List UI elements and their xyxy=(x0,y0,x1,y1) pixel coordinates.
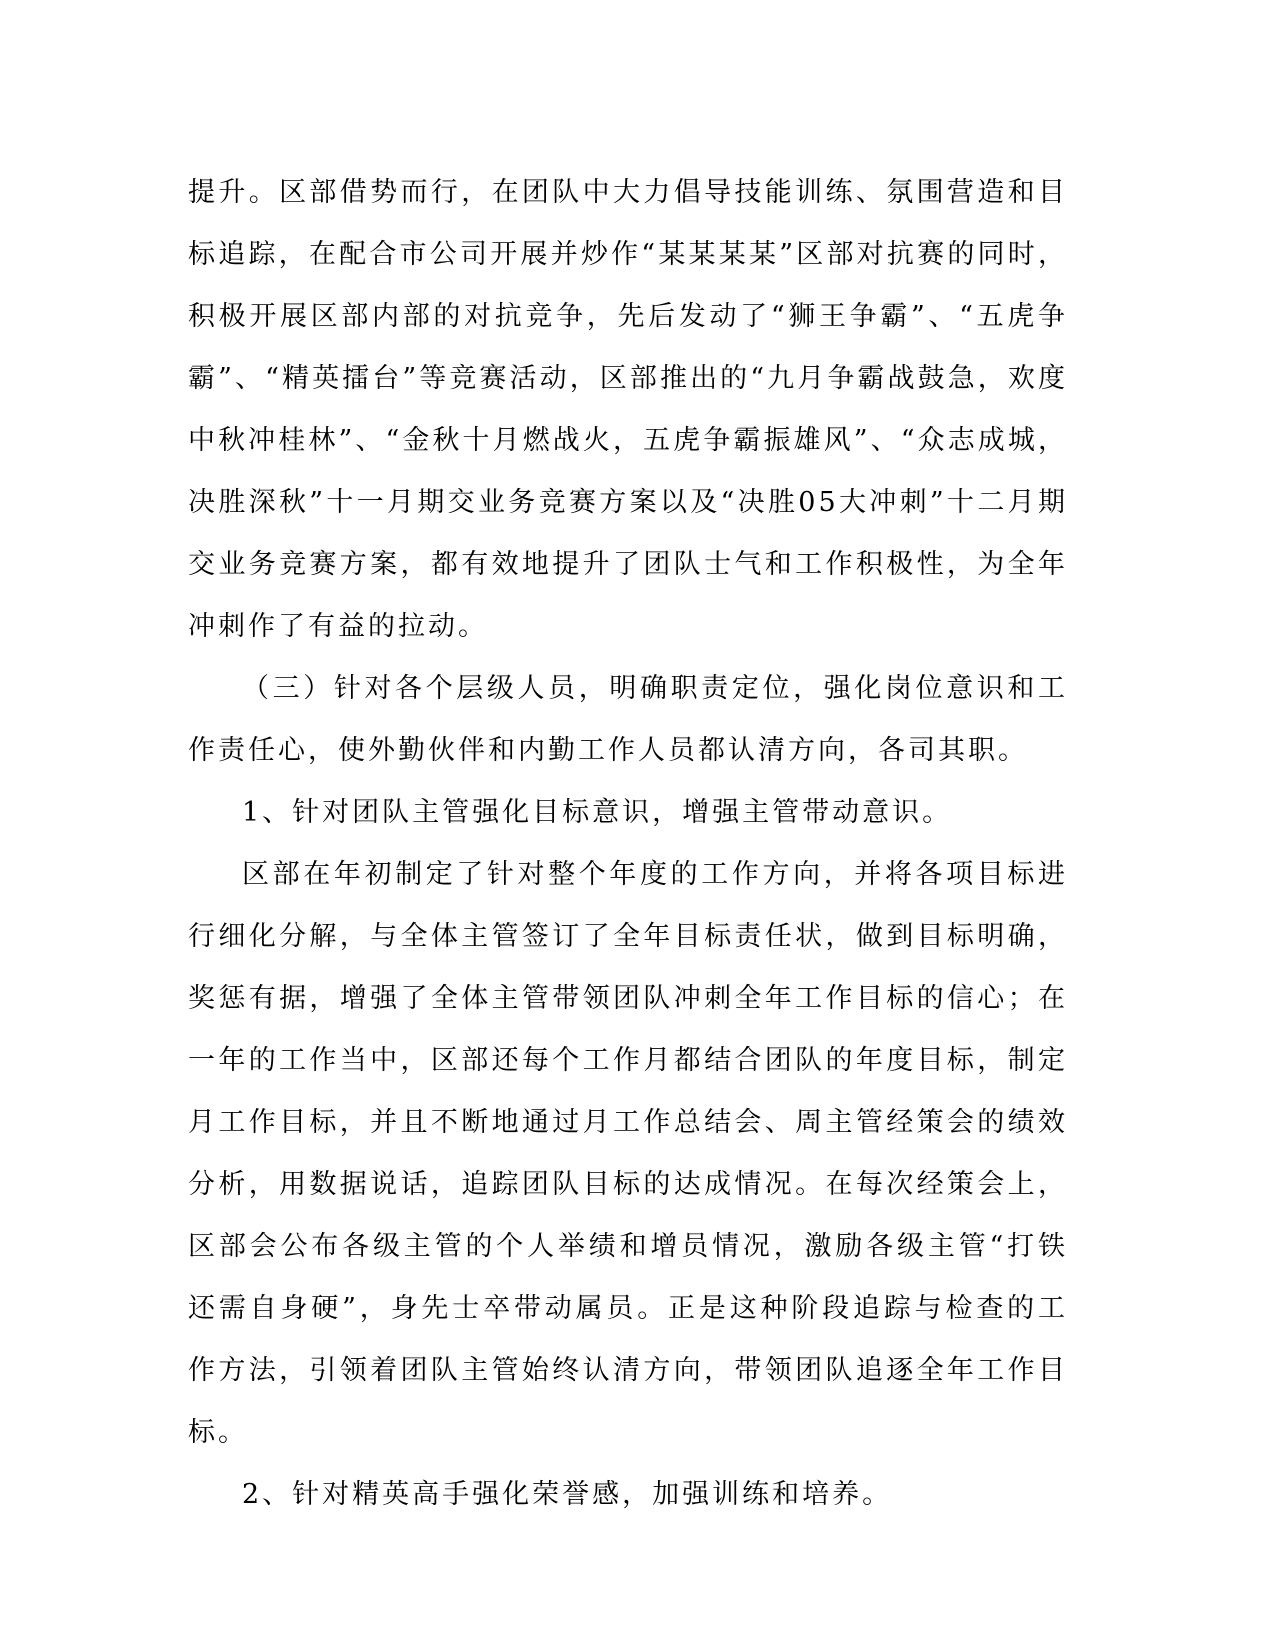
paragraph-competition-activities: 提升。区部借势而行，在团队中大力倡导技能训练、氛围营造和目标追踪，在配合市公司开展并炒作“某某某某”区部对抗赛的同时，积极开展区部内部的对抗竞争，先后发动了“狮王争霸”、“五虎争霸”、“精英擂台”等竞赛活动，区部推出的“九月争霸战鼓急，欢度中秋冲桂林”、“金秋十月燃战火，五虎争霸振雄风”、“众志成城，决胜深秋”十一月期交业务竞赛方案以及“决胜05大冲刺”十二月期交业务竞赛方案，都有效地提升了团队士气和工作积极性，为全年冲刺作了有益的拉动。 xyxy=(188,177,1068,642)
paragraph-item-two-heading: 2、针对精英高手强化荣誉感，加强训练和培养。 xyxy=(242,1479,893,1510)
paragraph-item-one-heading: 1、针对团队主管强化目标意识，增强主管带动意识。 xyxy=(242,797,953,828)
paragraph-section-three-heading: （三）针对各个层级人员，明确职责定位，强化岗位意识和工作责任心，使外勤伙伴和内勤工作人员都认清方向，各司其职。 xyxy=(188,673,1068,766)
paragraph-target-management: 区部在年初制定了针对整个年度的工作方向，并将各项目标进行细化分解，与全体主管签订了全年目标责任状，做到目标明确，奖惩有据，增强了全体主管带领团队冲刺全年工作目标的信心；在一年的工作当中，区部还每个工作月都结合团队的年度目标，制定月工作目标，并且不断地通过月工作总结会、周主管经策会的绩效分析，用数据说话，追踪团队目标的达成情况。在每次经策会上，区部会公布各级主管的个人举绩和增员情况，激励各级主管“打铁还需自身硬”，身先士卒带动属员。正是这种阶段追踪与检查的工作方法，引领着团队主管始终认清方向，带领团队追逐全年工作目标。 xyxy=(188,859,1068,1448)
body-text xyxy=(188,162,1068,1526)
